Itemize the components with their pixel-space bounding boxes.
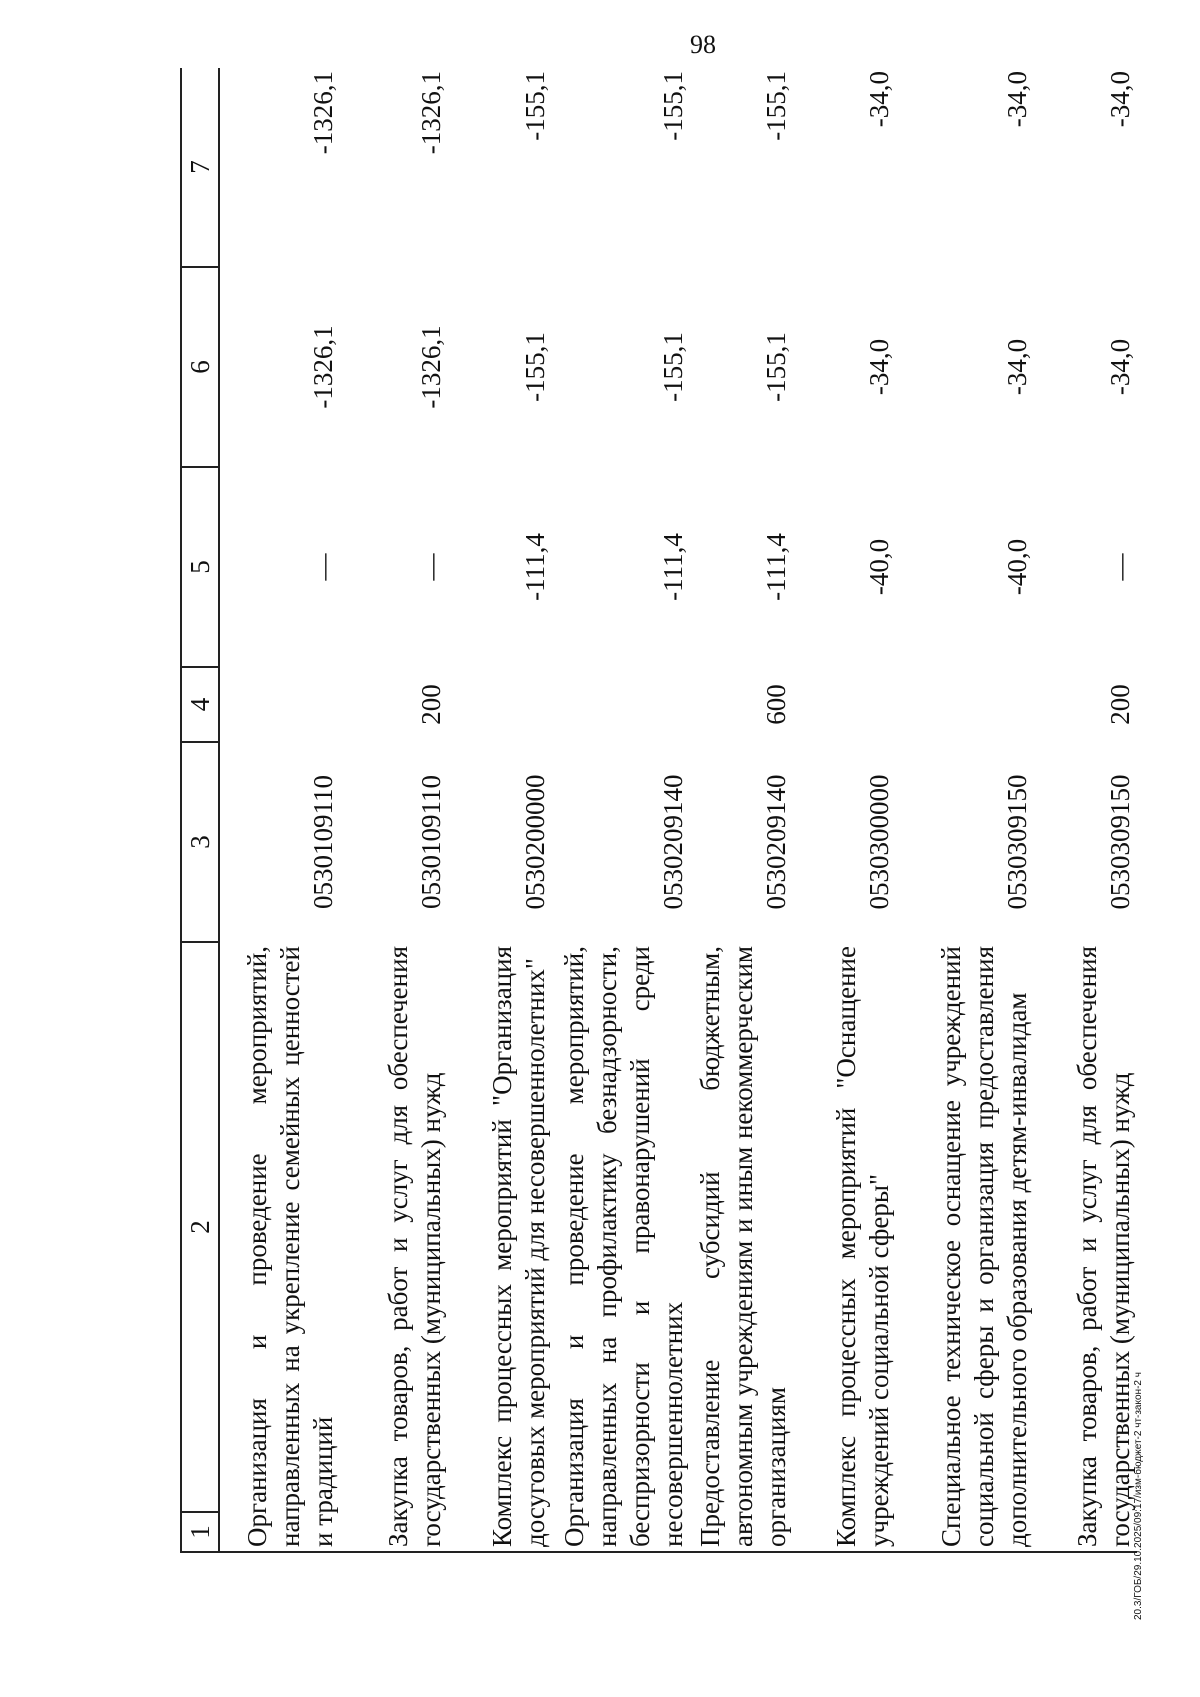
row-col6: -34,0: [1105, 338, 1136, 396]
row-col5: -40,0: [864, 538, 895, 596]
row-col7: -155,1: [520, 71, 551, 141]
row-description: Организация и проведение мероприятий, направленных на укрепление семейных ценностей и традиций: [219, 942, 340, 1552]
header-col-1: 1: [181, 1512, 219, 1552]
header-col-2: 2: [181, 942, 219, 1512]
row-col5: -111,4: [658, 533, 689, 601]
header-col-7: 7: [181, 68, 219, 267]
row-code: 0530300000: [864, 774, 895, 910]
table-row: [552, 68, 690, 1552]
header-col-3: 3: [181, 742, 219, 942]
header-col-6: 6: [181, 267, 219, 467]
row-description: Комплекс процессных мероприятий "Оснащение учреждений социальной сферы": [793, 942, 896, 1552]
row-description: Закупка товаров, работ и услуг для обеспечения государственных (муниципальных) нужд: [1034, 942, 1137, 1552]
row-col7: -34,0: [1105, 71, 1136, 128]
row-col6: -1326,1: [308, 325, 339, 409]
row-description: Комплекс процессных мероприятий "Организация досуговых мероприятий для несовершеннолетних": [448, 942, 552, 1552]
row-col7: -34,0: [1002, 71, 1033, 128]
table-row: [448, 68, 552, 1552]
row-code: 0530200000: [520, 774, 551, 910]
row-type: [448, 667, 552, 742]
table-row: [793, 68, 896, 1552]
row-code: 0530109110: [308, 775, 339, 909]
row-type: [896, 667, 1034, 742]
row-col7: -1326,1: [416, 71, 447, 155]
row-col7: -155,1: [658, 71, 689, 141]
row-type: [793, 667, 896, 742]
row-code: 0530209140: [658, 774, 689, 910]
row-col6: -155,1: [520, 332, 551, 402]
row-col6: -155,1: [761, 332, 792, 402]
row-col5: -40,0: [1002, 538, 1033, 596]
table-row: [219, 68, 340, 1552]
row-code: 0530309150: [1002, 774, 1033, 910]
row-col6: -1326,1: [416, 325, 447, 409]
document-footer-code: 20.3/ГОБ/29.10.2025/09:17/изм-бюджет-2 чт-закон-2 ч: [1133, 1372, 1144, 1620]
header-col-4: 4: [181, 667, 219, 742]
budget-table: [180, 68, 1137, 1553]
row-code: 0530209140: [761, 774, 792, 910]
row-description: Организация и проведение мероприятий, направленных на профилактику безнадзорности, беспризорности и правонарушений среди несовершеннолетних: [552, 942, 690, 1552]
row-col7: -34,0: [864, 71, 895, 128]
row-type: 600: [761, 684, 792, 725]
table-row: [690, 68, 793, 1552]
row-col5: -111,4: [761, 533, 792, 601]
table-row: [896, 68, 1034, 1552]
row-description: Закупка товаров, работ и услуг для обеспечения государственных (муниципальных) нужд: [340, 942, 448, 1552]
row-type: [219, 667, 340, 742]
rotated-table-frame: [180, 68, 1193, 1553]
header-col-5: 5: [181, 467, 219, 667]
page-number: 98: [690, 30, 716, 59]
row-description: Специальное техническое оснащение учреждений социальной сферы и организация предоставления дополнительного образования детям-инвалидам: [896, 942, 1034, 1552]
row-col5: -111,4: [520, 533, 551, 601]
row-code: 0530309150: [1105, 774, 1136, 910]
row-col5: —: [1105, 553, 1136, 581]
row-description: Предоставление субсидий бюджетным, автономным учреждениям и иным некоммерческим организациям: [690, 942, 793, 1552]
header-row: [181, 68, 219, 1552]
row-col6: -34,0: [864, 338, 895, 396]
row-type: [552, 667, 690, 742]
row-type: 200: [416, 684, 447, 725]
row-type: 200: [1105, 684, 1136, 725]
row-col5: —: [308, 553, 339, 581]
table-row: [340, 68, 448, 1552]
row-col6: -34,0: [1002, 338, 1033, 396]
budget-table-container: [180, 68, 1193, 1553]
row-col7: -1326,1: [308, 71, 339, 155]
row-col6: -155,1: [658, 332, 689, 402]
row-col5: —: [416, 553, 447, 581]
row-col7: -155,1: [761, 71, 792, 141]
row-code: 0530109110: [416, 775, 447, 909]
table-row: [1034, 68, 1137, 1552]
